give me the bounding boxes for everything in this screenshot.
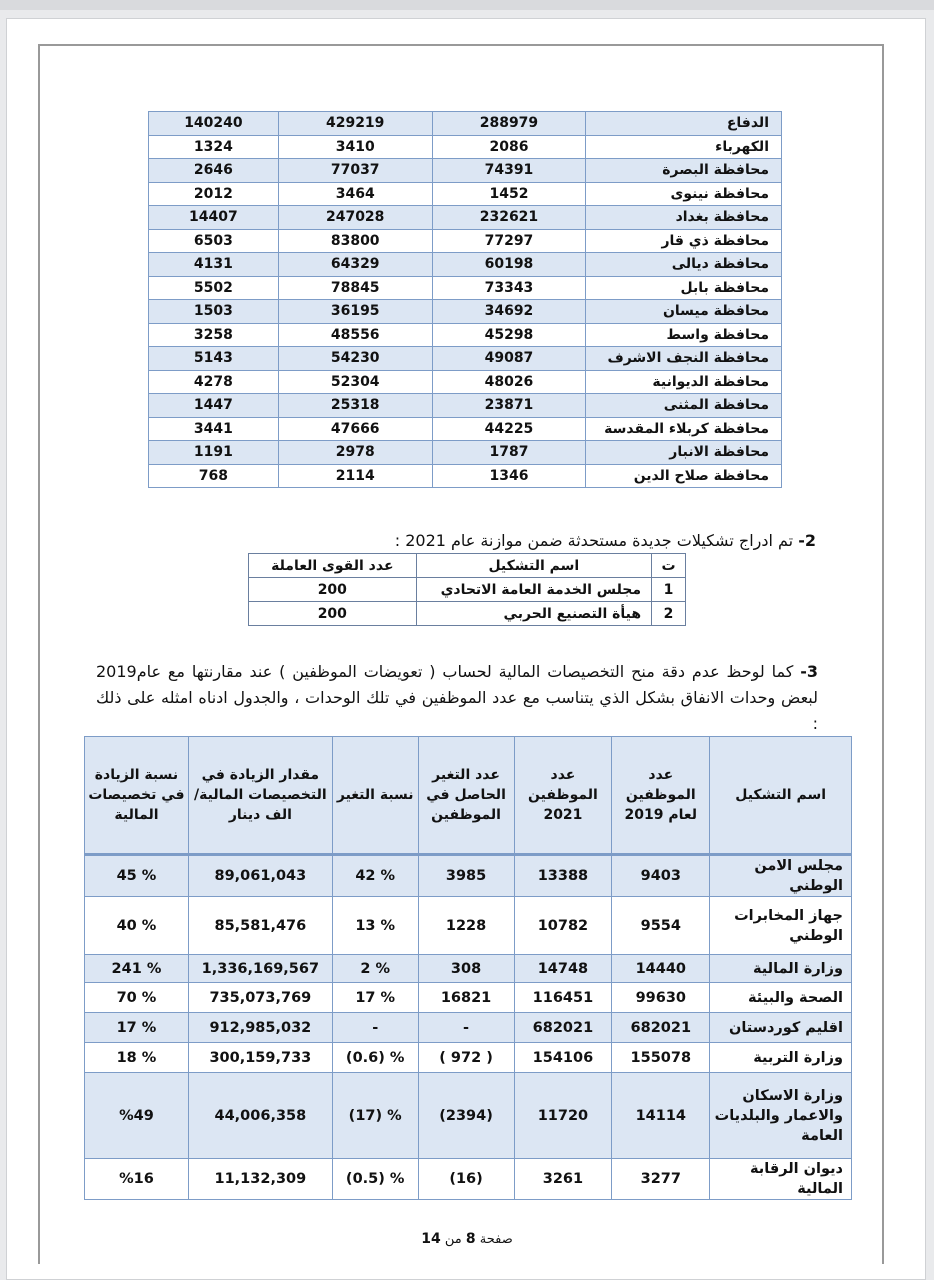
table-row (149, 135, 782, 159)
row-value: 288979 (432, 112, 586, 136)
table-row (149, 370, 782, 394)
row-value: 6503 (149, 229, 279, 253)
table-row (149, 464, 782, 488)
cell-name: وزارة التربية (710, 1043, 852, 1073)
table-row (149, 159, 782, 183)
cell-name: الصحة والبيئة (710, 983, 852, 1013)
row-value: 232621 (432, 206, 586, 230)
cell-name: اقليم كوردستان (710, 1013, 852, 1043)
table-row (149, 394, 782, 418)
row-value: 768 (149, 464, 279, 488)
cell-emp2021: 682021 (514, 1013, 612, 1043)
row-name: محافظة بغداد (586, 206, 782, 230)
row-value: 25318 (278, 394, 432, 418)
cell-emp2019: 9554 (612, 897, 710, 955)
table-row (85, 1159, 852, 1200)
table-row (149, 253, 782, 277)
cell-change: 16821 (418, 983, 514, 1013)
cell-emp2021: 14748 (514, 955, 612, 983)
section-2-paragraph (116, 531, 816, 550)
cell-name: ديوان الرقابة المالية (710, 1159, 852, 1200)
compensation-comparison-table (84, 736, 852, 1200)
row-value: 1447 (149, 394, 279, 418)
table-row (149, 323, 782, 347)
top-strip (0, 0, 934, 10)
cell-change: - (418, 1013, 514, 1043)
row-name: محافظة كربلاء المقدسة (586, 417, 782, 441)
new-formations-table (248, 553, 686, 626)
row-count: 200 (249, 578, 417, 602)
row-value: 49087 (432, 347, 586, 371)
row-index: 1 (652, 578, 686, 602)
cell-change: ( 972 ) (418, 1043, 514, 1073)
row-name: مجلس الخدمة العامة الاتحادي (416, 578, 651, 602)
table-row (149, 417, 782, 441)
row-value: 36195 (278, 300, 432, 324)
cell-pct: % 45 (85, 855, 189, 897)
section-3-number: 3- (800, 662, 818, 681)
cell-emp2021: 13388 (514, 855, 612, 897)
row-value: 5143 (149, 347, 279, 371)
cell-pct: %49 (85, 1073, 189, 1159)
table-row (149, 347, 782, 371)
cell-ratio: % 17 (332, 983, 418, 1013)
cell-emp2021: 3261 (514, 1159, 612, 1200)
cell-amount: 11,132,309 (188, 1159, 332, 1200)
row-count: 200 (249, 602, 417, 626)
cell-ratio: % (0.5) (332, 1159, 418, 1200)
cell-ratio: % 13 (332, 897, 418, 955)
row-value: 2114 (278, 464, 432, 488)
row-value: 3441 (149, 417, 279, 441)
table-row (149, 441, 782, 465)
cell-emp2019: 9403 (612, 855, 710, 897)
row-name: محافظة الانبار (586, 441, 782, 465)
table-row (249, 578, 686, 602)
row-name: محافظة بابل (586, 276, 782, 300)
row-name: محافظة ديالى (586, 253, 782, 277)
cell-name: جهاز المخابرات الوطني (710, 897, 852, 955)
row-value: 1787 (432, 441, 586, 465)
cell-change: (2394) (418, 1073, 514, 1159)
cell-ratio: - (332, 1013, 418, 1043)
row-value: 429219 (278, 112, 432, 136)
footer-mid: من (444, 1232, 462, 1247)
table-row (85, 983, 852, 1013)
cell-pct: % 70 (85, 983, 189, 1013)
row-value: 1452 (432, 182, 586, 206)
cell-change: 308 (418, 955, 514, 983)
row-value: 77037 (278, 159, 432, 183)
section-3-text: كما لوحظ عدم دقة منح التخصيصات المالية لحساب ( تعويضات الموظفين ) عند مقارنتها مع عام2019 لبعض وحدات الانفاق بشكل الذي يتناسب مع عدد الموظفين في تلك الوحدات ، والجدول ادناه امثله على ذلك : (96, 662, 818, 733)
cell-amount: 44,006,358 (188, 1073, 332, 1159)
row-value: 48026 (432, 370, 586, 394)
cell-amount: 1,336,169,567 (188, 955, 332, 983)
cell-emp2019: 682021 (612, 1013, 710, 1043)
cell-emp2019: 14440 (612, 955, 710, 983)
cell-change: 3985 (418, 855, 514, 897)
row-value: 60198 (432, 253, 586, 277)
row-value: 23871 (432, 394, 586, 418)
cell-pct: % 241 (85, 955, 189, 983)
row-value: 1346 (432, 464, 586, 488)
cell-name: وزارة الاسكان والاعمار والبلديات العامة (710, 1073, 852, 1159)
row-value: 77297 (432, 229, 586, 253)
cell-emp2019: 155078 (612, 1043, 710, 1073)
row-name: محافظة صلاح الدين (586, 464, 782, 488)
row-name: محافظة النجف الاشرف (586, 347, 782, 371)
row-value: 140240 (149, 112, 279, 136)
cell-emp2021: 11720 (514, 1073, 612, 1159)
row-value: 4131 (149, 253, 279, 277)
row-index: 2 (652, 602, 686, 626)
row-value: 247028 (278, 206, 432, 230)
cell-amount: 300,159,733 (188, 1043, 332, 1073)
footer-page: 8 (465, 1231, 476, 1247)
row-value: 34692 (432, 300, 586, 324)
row-value: 3410 (278, 135, 432, 159)
row-name: هيأة التصنيع الحربي (416, 602, 651, 626)
table-row (249, 602, 686, 626)
cell-emp2019: 99630 (612, 983, 710, 1013)
row-value: 1324 (149, 135, 279, 159)
footer-total: 14 (421, 1231, 441, 1247)
cell-amount: 85,581,476 (188, 897, 332, 955)
row-value: 45298 (432, 323, 586, 347)
row-name: محافظة نينوى (586, 182, 782, 206)
cell-pct: %16 (85, 1159, 189, 1200)
header-workforce: عدد القوى العاملة (249, 554, 417, 578)
cell-ratio: % 42 (332, 855, 418, 897)
table-row (85, 855, 852, 897)
cell-emp2021: 154106 (514, 1043, 612, 1073)
cell-ratio: % (17) (332, 1073, 418, 1159)
header-pct: نسبة الزيادة في تخصيصات المالية (85, 737, 189, 855)
cell-emp2021: 116451 (514, 983, 612, 1013)
cell-ratio: % 2 (332, 955, 418, 983)
cell-change: (16) (418, 1159, 514, 1200)
row-name: محافظة ذي قار (586, 229, 782, 253)
table-row (85, 897, 852, 955)
row-value: 74391 (432, 159, 586, 183)
section-2-text: تم ادراج تشكيلات جديدة مستحدثة ضمن موازنة عام 2021 : (394, 531, 794, 550)
header-index: ت (652, 554, 686, 578)
row-name: محافظة الديوانية (586, 370, 782, 394)
row-value: 78845 (278, 276, 432, 300)
cell-pct: % 18 (85, 1043, 189, 1073)
row-value: 2646 (149, 159, 279, 183)
row-name: الدفاع (586, 112, 782, 136)
row-value: 83800 (278, 229, 432, 253)
row-value: 14407 (149, 206, 279, 230)
row-name: محافظة المثنى (586, 394, 782, 418)
cell-amount: 912,985,032 (188, 1013, 332, 1043)
row-value: 2978 (278, 441, 432, 465)
allocations-table (148, 111, 782, 488)
header-amount: مقدار الزيادة في التخصيصات المالية/ الف دينار (188, 737, 332, 855)
table-row (149, 112, 782, 136)
table-row (85, 1013, 852, 1043)
row-value: 54230 (278, 347, 432, 371)
cell-emp2019: 14114 (612, 1073, 710, 1159)
row-value: 52304 (278, 370, 432, 394)
table-row (149, 300, 782, 324)
cell-emp2021: 10782 (514, 897, 612, 955)
cell-pct: % 40 (85, 897, 189, 955)
header-emp-2019: عدد الموظفين لعام 2019 (612, 737, 710, 855)
cell-ratio: % (0.6) (332, 1043, 418, 1073)
row-value: 2012 (149, 182, 279, 206)
row-value: 3258 (149, 323, 279, 347)
row-value: 1191 (149, 441, 279, 465)
table-row (149, 276, 782, 300)
table-row (149, 206, 782, 230)
cell-name: مجلس الامن الوطني (710, 855, 852, 897)
cell-pct: % 17 (85, 1013, 189, 1043)
table-row (149, 182, 782, 206)
row-value: 1503 (149, 300, 279, 324)
row-value: 5502 (149, 276, 279, 300)
footer-prefix: صفحة (479, 1232, 513, 1247)
row-value: 3464 (278, 182, 432, 206)
table-row (85, 1043, 852, 1073)
table-row (149, 229, 782, 253)
header-name: اسم التشكيل (710, 737, 852, 855)
table-row (85, 955, 852, 983)
header-emp-2021: عدد الموظفين 2021 (514, 737, 612, 855)
row-value: 44225 (432, 417, 586, 441)
cell-name: وزارة المالية (710, 955, 852, 983)
row-name: محافظة واسط (586, 323, 782, 347)
row-value: 2086 (432, 135, 586, 159)
row-value: 48556 (278, 323, 432, 347)
cell-amount: 89,061,043 (188, 855, 332, 897)
cell-emp2019: 3277 (612, 1159, 710, 1200)
cell-change: 1228 (418, 897, 514, 955)
section-2-number: 2- (798, 531, 816, 550)
cell-amount: 735,073,769 (188, 983, 332, 1013)
header-ratio: نسبة التغير (332, 737, 418, 855)
row-value: 47666 (278, 417, 432, 441)
table-row (85, 1073, 852, 1159)
row-value: 64329 (278, 253, 432, 277)
section-3-paragraph (96, 659, 818, 737)
row-name: محافظة ميسان (586, 300, 782, 324)
row-name: الكهرباء (586, 135, 782, 159)
row-value: 73343 (432, 276, 586, 300)
page-footer (0, 1231, 934, 1247)
header-change: عدد التغير الحاصل في الموظفين (418, 737, 514, 855)
row-value: 4278 (149, 370, 279, 394)
row-name: محافظة البصرة (586, 159, 782, 183)
header-formation-name: اسم التشكيل (416, 554, 651, 578)
